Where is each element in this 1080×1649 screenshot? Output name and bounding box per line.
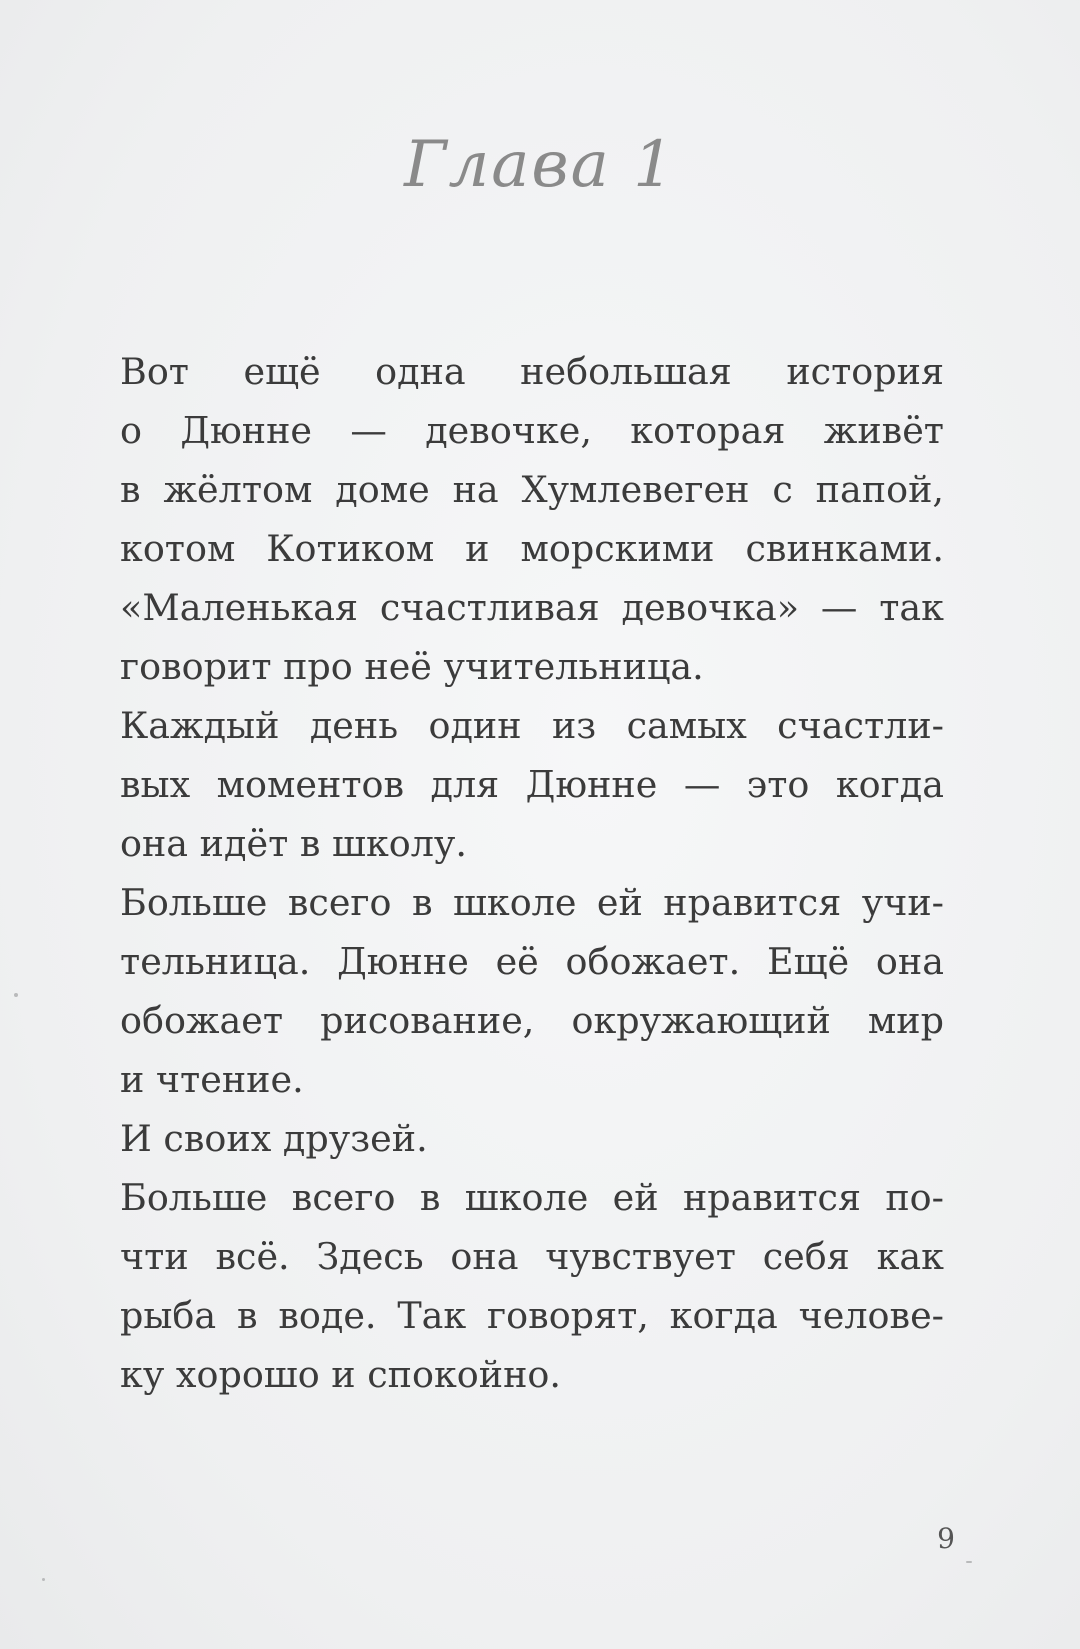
paragraph <box>120 696 944 873</box>
text-line: она идёт в школу. <box>120 822 467 865</box>
paper-speck <box>42 1578 45 1581</box>
page-number: 9 <box>937 1522 955 1555</box>
text-line: и чтение. <box>120 1058 304 1101</box>
paragraph <box>120 342 944 578</box>
text-line: Больше всего в школе ей нравится по- <box>120 1176 944 1219</box>
text-line: обожает рисование, окружающий мир <box>120 999 944 1042</box>
text-line: вых моментов для Дюнне — это когда <box>120 763 944 806</box>
text-line: ку хорошо и спокойно. <box>120 1353 561 1396</box>
text-line: Вот ещё одна небольшая история <box>120 350 944 393</box>
text-line: котом Котиком и морскими свинками. <box>120 527 944 570</box>
paper-speck <box>14 993 18 997</box>
paragraph <box>120 578 944 696</box>
text-line: рыба в воде. Так говорят, когда челове- <box>120 1294 944 1337</box>
paragraph <box>120 873 944 1109</box>
paper-speck <box>966 1561 972 1563</box>
chapter-text <box>120 342 944 1404</box>
text-line: И своих друзей. <box>120 1117 428 1160</box>
paragraph <box>120 1109 944 1168</box>
text-line: Больше всего в школе ей нравится учи- <box>120 881 944 924</box>
text-line: Каждый день один из самых счастли- <box>120 704 944 747</box>
text-line: о Дюнне — девочке, которая живёт <box>120 409 944 452</box>
paragraph <box>120 1168 944 1404</box>
text-line: говорит про неё учительница. <box>120 645 704 688</box>
text-line: «Маленькая счастливая девочка» — так <box>120 586 944 629</box>
text-line: тельница. Дюнне её обожает. Ещё она <box>120 940 944 983</box>
text-line: чти всё. Здесь она чувствует себя как <box>120 1235 944 1278</box>
text-line: в жёлтом доме на Хумлевеген с папой, <box>120 468 944 511</box>
chapter-title: Глава 1 <box>404 128 676 202</box>
